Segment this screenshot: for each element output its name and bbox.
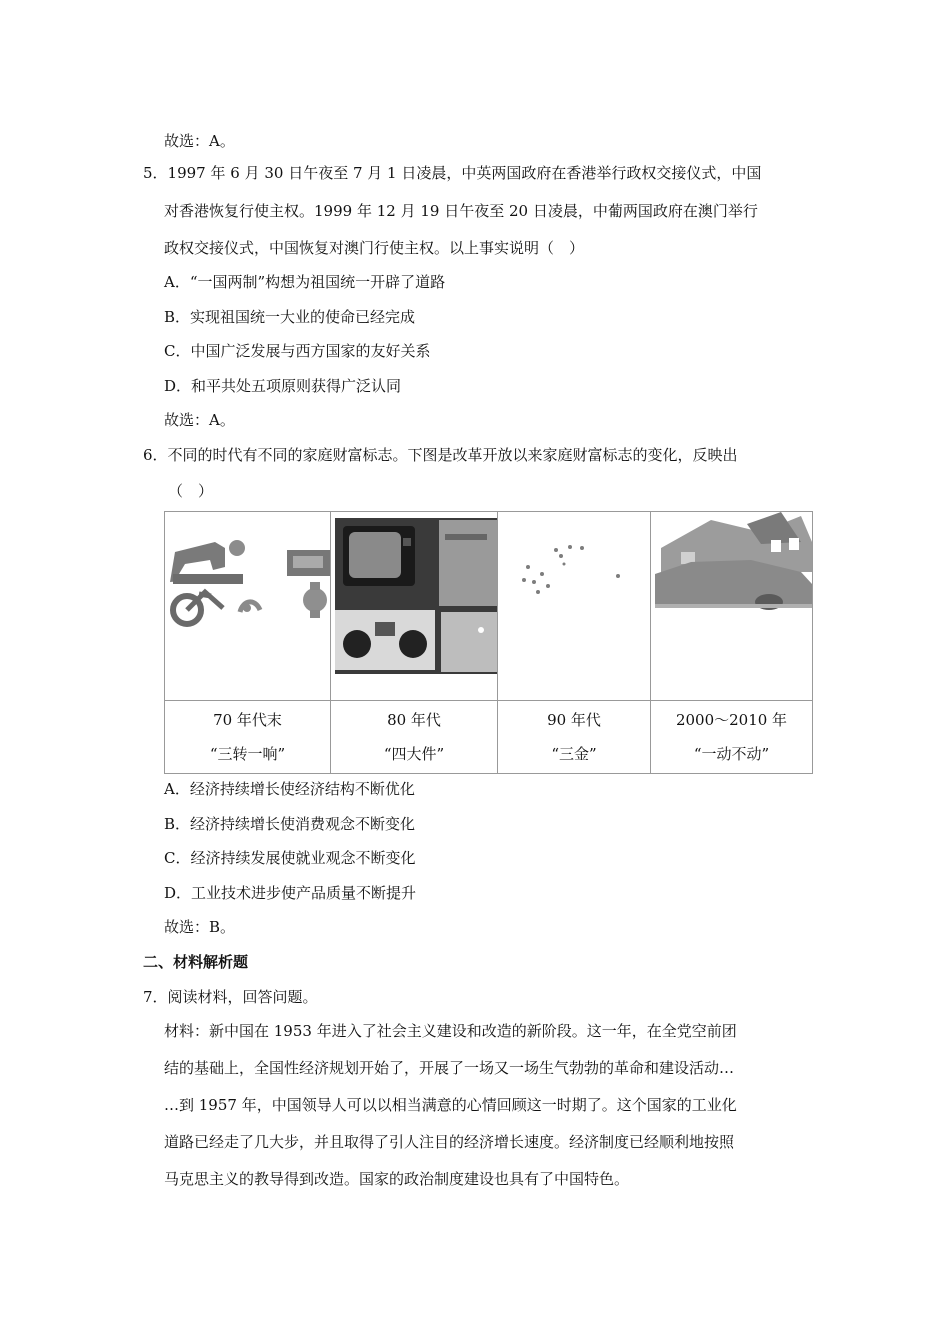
caption-2000s-name: “一动不动” — [693, 745, 770, 763]
q6-option-c: C．经济持续发展使就业观念不断变化 — [164, 849, 416, 867]
q5-line-1: 5．1997 年 6 月 30 日午夜至 7 月 1 日凌晨，中英两国政府在香港举行政权交接仪式，中国 — [143, 164, 762, 182]
caption-2000s — [651, 701, 813, 774]
image-2000s-house-and-car — [651, 512, 813, 701]
caption-80s-name: “四大件” — [383, 745, 445, 763]
caption-2000s-era: 2000～2010 年 — [675, 711, 788, 729]
q6-line-1: 6．不同的时代有不同的家庭财富标志。下图是改革开放以来家庭财富标志的变化，反映出 — [143, 446, 738, 464]
caption-80s — [331, 701, 498, 774]
caption-70s-name: “三转一响” — [209, 745, 286, 763]
q5-line-2: 对香港恢复行使主权。1999 年 12 月 19 日午夜至 20 日凌晨，中葡两国政府在澳门举行 — [164, 202, 758, 220]
q5-option-d: D．和平共处五项原则获得广泛认同 — [164, 377, 402, 395]
image-90s-three-golds — [498, 512, 651, 701]
q7-line-1: 7．阅读材料，回答问题。 — [143, 988, 318, 1006]
q5-option-a: A．“一国两制”构想为祖国统一开辟了道路 — [164, 273, 446, 291]
caption-90s-name: “三金” — [551, 745, 597, 763]
caption-70s — [165, 701, 331, 774]
q5-line-3: 政权交接仪式，中国恢复对澳门行使主权。以上事实说明（ ） — [164, 239, 585, 257]
q4-answer: 故选：A。 — [164, 132, 235, 150]
caption-90s-era: 90 年代 — [547, 711, 601, 729]
q6-option-d: D．工业技术进步使产品质量不断提升 — [164, 884, 417, 902]
q6-option-b: B．经济持续增长使消费观念不断变化 — [164, 815, 416, 833]
q7-material-2: 结的基础上，全国性经济规划开始了，开展了一场又一场生气勃勃的革命和建设活动… — [164, 1059, 735, 1077]
section-heading: 二、材料解析题 — [143, 953, 249, 971]
q5-option-b: B．实现祖国统一大业的使命已经完成 — [164, 308, 416, 326]
q6-answer: 故选：B。 — [164, 918, 236, 936]
caption-80s-era: 80 年代 — [387, 711, 441, 729]
q6-option-a: A．经济持续增长使经济结构不断优化 — [164, 780, 415, 798]
image-70s-sewing-bike-radio-watch — [165, 512, 331, 701]
q7-material-1: 材料：新中国在 1953 年进入了社会主义建设和改造的新阶段。这一年，在全党空前团 — [164, 1022, 737, 1040]
caption-70s-era: 70 年代末 — [213, 711, 282, 729]
q7-material-4: 道路已经走了几大步，并且取得了引人注目的经济增长速度。经济制度已经顺利地按照 — [164, 1133, 735, 1151]
q6-line-2: （ ） — [168, 482, 214, 500]
q5-option-c: C．中国广泛发展与西方国家的友好关系 — [164, 342, 431, 360]
q7-material-5: 马克思主义的教导得到改造。国家的政治制度建设也具有了中国特色。 — [164, 1170, 630, 1188]
caption-row — [165, 701, 813, 774]
q7-material-3: …到 1957 年，中国领导人可以以相当满意的心情回顾这一时期了。这个国家的工业化 — [164, 1096, 737, 1114]
wealth-table — [164, 511, 813, 774]
q5-answer: 故选：A。 — [164, 411, 235, 429]
image-80s-tv-radio-fridge-washer — [331, 512, 498, 701]
caption-90s — [498, 701, 651, 774]
image-row — [165, 512, 813, 701]
